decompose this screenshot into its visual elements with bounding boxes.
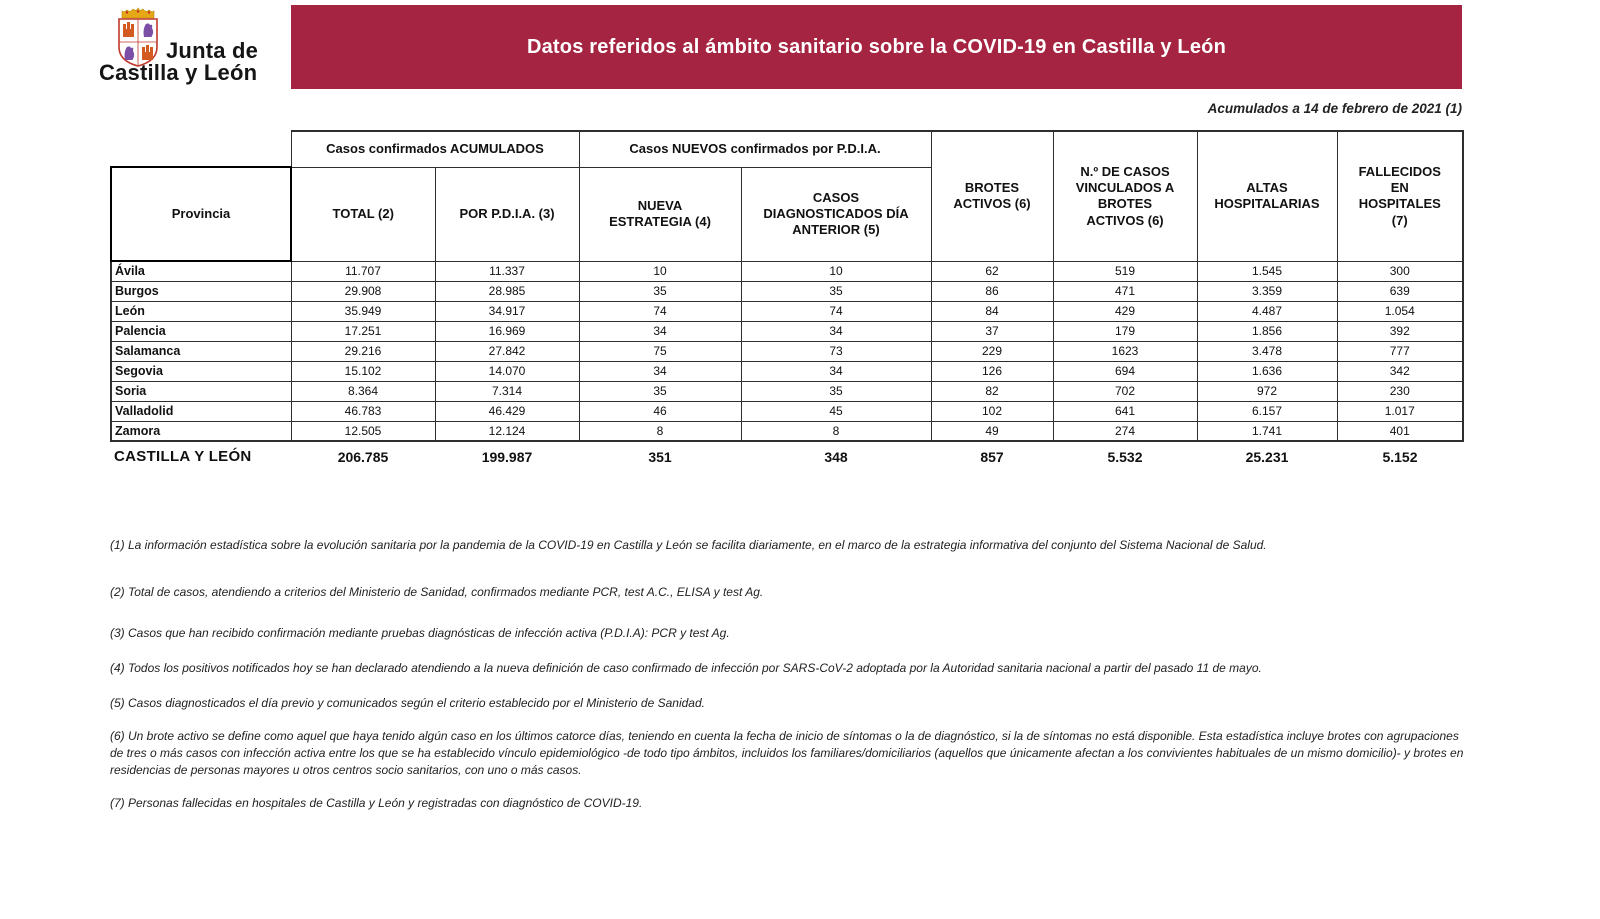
province-name: Zamora (111, 421, 291, 441)
cell-value: 8.364 (291, 381, 435, 401)
group-header-acumulados: Casos confirmados ACUMULADOS (291, 131, 579, 167)
cell-value: 12.124 (435, 421, 579, 441)
cell-value: 392 (1337, 321, 1463, 341)
footnote-1: (1) La información estadística sobre la evolución sanitaria por la pandemia de la COVID-19 en Castilla y León se facilita diariamente, en el marco de la estrategia informativa del conjunto del Sistema Nacional de Salud. (110, 538, 1267, 552)
col-header-fallecidos: FALLECIDOS EN HOSPITALES (7) (1337, 131, 1463, 261)
footnote-5: (5) Casos diagnosticados el día previo y comunicados según el criterio establecido por el Ministerio de Sanidad. (110, 696, 705, 710)
col-header-altas: ALTAS HOSPITALARIAS (1197, 131, 1337, 261)
cell-value: 75 (579, 341, 741, 361)
cell-value: 35 (741, 381, 931, 401)
cell-value: 17.251 (291, 321, 435, 341)
cell-value: 62 (931, 261, 1053, 281)
total-row-castilla-y-leon (111, 441, 1463, 471)
cell-value: 179 (1053, 321, 1197, 341)
cell-value: 641 (1053, 401, 1197, 421)
cell-value: 27.842 (435, 341, 579, 361)
province-name: Palencia (111, 321, 291, 341)
total-value: 351 (648, 448, 672, 465)
cell-value: 102 (931, 401, 1053, 421)
cell-value: 7.314 (435, 381, 579, 401)
cell-value: 11.707 (291, 261, 435, 281)
province-name: Burgos (111, 281, 291, 301)
table-row-leon (111, 301, 1463, 321)
table-row-salamanca (111, 341, 1463, 361)
footnote-6: (6) Un brote activo se define como aquel que haya tenido algún caso en los últimos catorce días, teniendo en cuenta la fecha de inicio de síntomas o la de diagnóstico, si la de síntomas no está disponible. Esta estadística incluye brotes con agrupaciones de tres o más casos con infección activa entre los que se ha establecido vínculo epidemiológico -de todo tipo ámbitos, incluidos los familiares/domiciliarios (aquellos que únicamente afectan a los convivientes habituales de un mismo domicilio)- y brotes en residencias de personas mayores u otros centros socio sanitarios, con uno o más casos. (110, 729, 1464, 777)
table-row-avila (111, 261, 1463, 281)
cell-value: 274 (1053, 421, 1197, 441)
col-header-casos-vinculados: N.º DE CASOS VINCULADOS A BROTES ACTIVOS (6) (1053, 131, 1197, 261)
cell-value: 34 (741, 321, 931, 341)
table-row-palencia (111, 321, 1463, 341)
cell-value: 8 (741, 421, 931, 441)
cell-value: 1.856 (1197, 321, 1337, 341)
total-value: 5.532 (1107, 448, 1143, 465)
footnote-2: (2) Total de casos, atendiendo a criterios del Ministerio de Sanidad, confirmados mediante PCR, test A.C., ELISA y test Ag. (110, 585, 764, 599)
province-name: Segovia (111, 361, 291, 381)
cell-value: 84 (931, 301, 1053, 321)
col-header-total: TOTAL (2) (291, 167, 435, 261)
logo-text-line1: Junta de (166, 38, 259, 63)
cell-value: 1.741 (1197, 421, 1337, 441)
footnotes (110, 537, 1466, 812)
total-value: 5.152 (1382, 448, 1418, 465)
cell-value: 8 (579, 421, 741, 441)
footnote-4: (4) Todos los positivos notificados hoy se han declarado atendiendo a la nueva definición de caso confirmado de infección por SARS-CoV-2 adoptada por la Autoridad sanitaria nacional a partir del pasado 11 de mayo. (110, 661, 1262, 675)
cell-value: 45 (741, 401, 931, 421)
table-row-segovia (111, 361, 1463, 381)
group-header-row (111, 131, 1463, 167)
corner-spacer (111, 131, 291, 167)
col-header-brotes-activos: BROTES ACTIVOS (6) (931, 131, 1053, 261)
province-name: León (111, 301, 291, 321)
cell-value: 15.102 (291, 361, 435, 381)
total-value: 199.987 (481, 448, 533, 465)
cell-value: 29.216 (291, 341, 435, 361)
cell-value: 16.969 (435, 321, 579, 341)
cell-value: 3.359 (1197, 281, 1337, 301)
covid-data-table (110, 130, 1464, 471)
col-header-por-pdia: POR P.D.I.A. (3) (435, 167, 579, 261)
total-value: 857 (980, 448, 1004, 465)
col-header-nueva-estrategia: NUEVA ESTRATEGIA (4) (579, 167, 741, 261)
cell-value: 11.337 (435, 261, 579, 281)
cell-value: 34 (741, 361, 931, 381)
total-value: 25.231 (1245, 448, 1289, 465)
total-value: 206.785 (337, 448, 389, 465)
cell-value: 1.636 (1197, 361, 1337, 381)
cell-value: 35.949 (291, 301, 435, 321)
footnote-7: (7) Personas fallecidas en hospitales de Castilla y León y registradas con diagnóstico de COVID-19. (110, 796, 643, 810)
col-header-provincia: Provincia (111, 167, 291, 261)
province-name: Salamanca (111, 341, 291, 361)
table-row-valladolid (111, 401, 1463, 421)
title-banner (291, 5, 1462, 89)
province-name: Soria (111, 381, 291, 401)
cell-value: 12.505 (291, 421, 435, 441)
cell-value: 35 (741, 281, 931, 301)
cell-value: 82 (931, 381, 1053, 401)
logo-text-line2: Castilla y León (99, 60, 258, 85)
cell-value: 28.985 (435, 281, 579, 301)
cell-value: 35 (579, 281, 741, 301)
cell-value: 300 (1337, 261, 1463, 281)
cell-value: 229 (931, 341, 1053, 361)
total-label: CASTILLA Y LEÓN (114, 448, 252, 465)
cell-value: 1.054 (1337, 301, 1463, 321)
cell-value: 10 (741, 261, 931, 281)
cell-value: 1.017 (1337, 401, 1463, 421)
province-name: Ávila (111, 261, 291, 281)
cell-value: 230 (1337, 381, 1463, 401)
province-name: Valladolid (111, 401, 291, 421)
total-value: 348 (824, 448, 848, 465)
cell-value: 46.783 (291, 401, 435, 421)
cell-value: 46.429 (435, 401, 579, 421)
cell-value: 519 (1053, 261, 1197, 281)
cell-value: 73 (741, 341, 931, 361)
cell-value: 639 (1337, 281, 1463, 301)
cell-value: 74 (741, 301, 931, 321)
table-row-burgos (111, 281, 1463, 301)
cell-value: 86 (931, 281, 1053, 301)
cell-value: 429 (1053, 301, 1197, 321)
cell-value: 471 (1053, 281, 1197, 301)
date-note: Acumulados a 14 de febrero de 2021 (1) (1207, 101, 1462, 116)
cell-value: 694 (1053, 361, 1197, 381)
table-row-soria (111, 381, 1463, 401)
cell-value: 49 (931, 421, 1053, 441)
cell-value: 46 (579, 401, 741, 421)
footnote-3: (3) Casos que han recibido confirmación mediante pruebas diagnósticas de infección activa (P.D.I.A): PCR y test Ag. (110, 626, 730, 640)
col-header-diagnosticados-dia-anterior: CASOS DIAGNOSTICADOS DÍA ANTERIOR (5) (741, 167, 931, 261)
cell-value: 972 (1197, 381, 1337, 401)
cell-value: 1623 (1053, 341, 1197, 361)
cell-value: 37 (931, 321, 1053, 341)
cell-value: 401 (1337, 421, 1463, 441)
page-title: Datos referidos al ámbito sanitario sobre la COVID-19 en Castilla y León (526, 35, 1227, 58)
cell-value: 34 (579, 321, 741, 341)
coat-of-arms-icon (116, 5, 160, 67)
cell-value: 4.487 (1197, 301, 1337, 321)
cell-value: 34.917 (435, 301, 579, 321)
cell-value: 10 (579, 261, 741, 281)
cell-value: 702 (1053, 381, 1197, 401)
cell-value: 34 (579, 361, 741, 381)
cell-value: 3.478 (1197, 341, 1337, 361)
group-header-nuevos-pdia: Casos NUEVOS confirmados por P.D.I.A. (579, 131, 931, 167)
cell-value: 35 (579, 381, 741, 401)
cell-value: 6.157 (1197, 401, 1337, 421)
cell-value: 29.908 (291, 281, 435, 301)
table-row-zamora (111, 421, 1463, 441)
cell-value: 126 (931, 361, 1053, 381)
cell-value: 342 (1337, 361, 1463, 381)
cell-value: 1.545 (1197, 261, 1337, 281)
cell-value: 777 (1337, 341, 1463, 361)
cell-value: 74 (579, 301, 741, 321)
cell-value: 14.070 (435, 361, 579, 381)
